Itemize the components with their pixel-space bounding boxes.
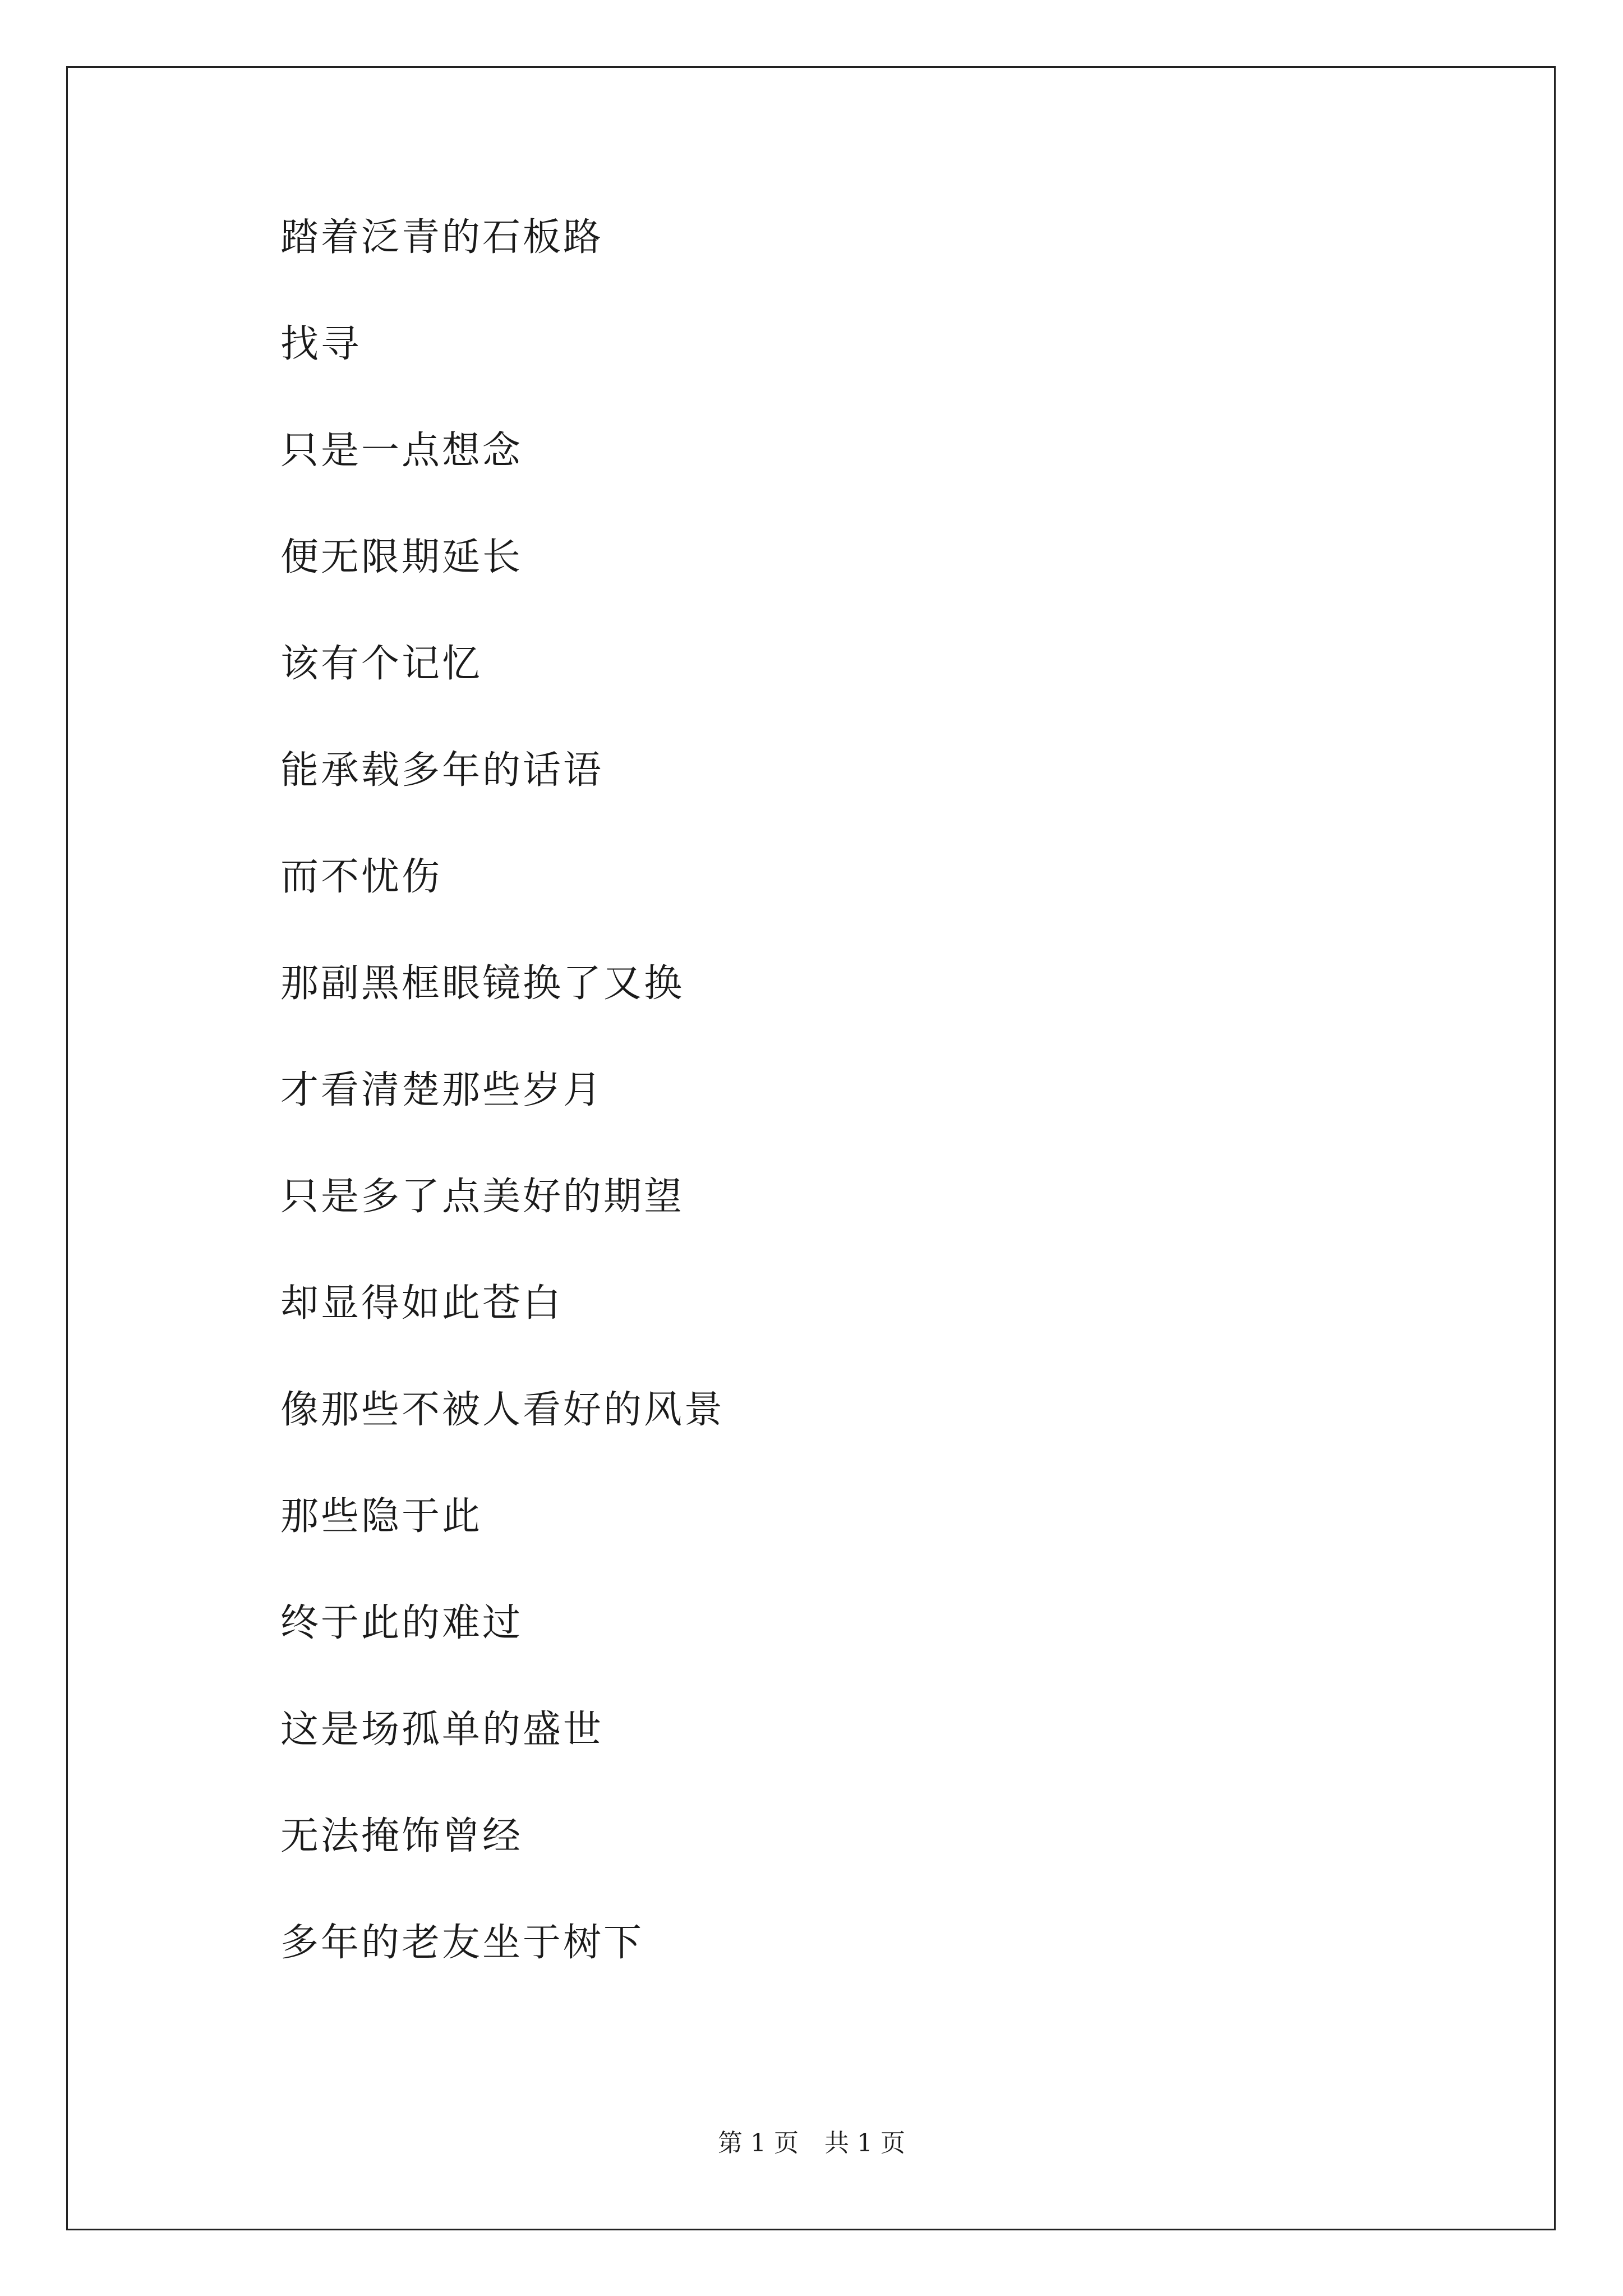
- poem-line: 像那些不被人看好的风景: [280, 1388, 725, 1432]
- page-number-total: 共 1 页: [824, 2129, 905, 2157]
- poem-line: 那些隐于此: [280, 1494, 483, 1539]
- page-number-current: 第 1 页: [718, 2129, 799, 2157]
- poem-line: 无法掩饰曾经: [280, 1814, 523, 1858]
- poem-line: 那副黑框眼镜换了又换: [280, 961, 685, 1006]
- poem-line: 而不忧伤: [280, 855, 442, 899]
- poem-line: 终于此的难过: [280, 1601, 523, 1645]
- poem-line: 找寻: [280, 322, 362, 366]
- poem-line: 该有个记忆: [280, 642, 483, 686]
- poem-line: 多年的老友坐于树下: [280, 1921, 644, 1965]
- poem-line: 却显得如此苍白: [280, 1281, 564, 1326]
- poem-body: [280, 215, 725, 2031]
- poem-line: 能承载多年的话语: [280, 748, 604, 793]
- poem-line: 只是一点想念: [280, 429, 523, 473]
- poem-line: 便无限期延长: [280, 535, 523, 579]
- poem-line: 踏着泛青的石板路: [280, 215, 604, 260]
- poem-line: 这是场孤单的盛世: [280, 1708, 604, 1752]
- page-footer: [0, 2129, 1623, 2157]
- poem-line: 只是多了点美好的期望: [280, 1175, 685, 1219]
- poem-line: 才看清楚那些岁月: [280, 1068, 604, 1112]
